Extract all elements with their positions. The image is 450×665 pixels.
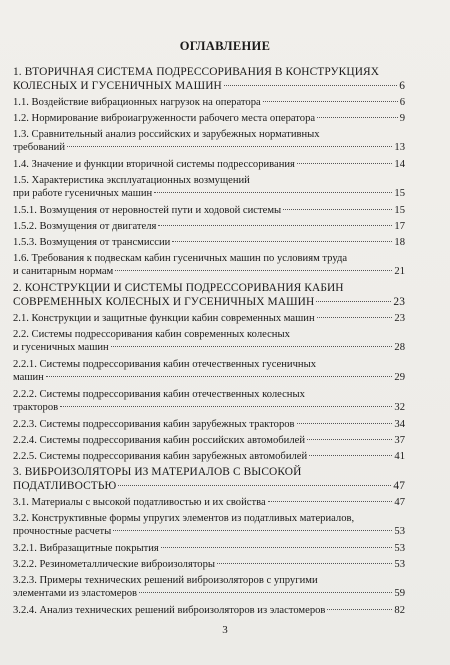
toc-entry-text: 1.5.1. Возмущения от неровностей пути и ходовой системы bbox=[13, 205, 282, 216]
dot-leader bbox=[316, 301, 391, 302]
toc-entry-text: прочностные расчеты bbox=[13, 526, 112, 538]
toc-entry-text: 2.2.3. Системы подрессоривания кабин зарубежных тракторов bbox=[13, 419, 295, 430]
dot-leader bbox=[297, 423, 393, 424]
toc-entry bbox=[13, 388, 405, 414]
toc-entry bbox=[13, 174, 405, 200]
toc-entry-text: 2.2.5. Системы подрессоривания кабин зарубежных автомобилей bbox=[13, 451, 308, 462]
toc-entry-text: 3.2. Конструктивные формы упругих элементов из податливых материалов, bbox=[13, 513, 355, 524]
toc-entry bbox=[13, 204, 405, 217]
toc-entry-text: 2.2.2. Системы подрессоривания кабин отечественных колесных bbox=[13, 389, 305, 400]
toc-entry bbox=[13, 282, 405, 309]
toc-entry-text: элементами из эластомеров bbox=[13, 588, 138, 600]
toc-entry bbox=[13, 512, 405, 538]
toc-entry-page: 59 bbox=[394, 588, 405, 600]
dot-leader bbox=[46, 376, 393, 377]
toc-entry-page: 32 bbox=[394, 402, 405, 414]
toc-entry-page: 18 bbox=[394, 237, 405, 248]
dot-leader bbox=[115, 270, 392, 271]
dot-leader bbox=[60, 406, 392, 407]
toc-entry bbox=[13, 158, 405, 171]
toc-entry bbox=[13, 496, 405, 509]
toc-entry-page: 21 bbox=[394, 266, 405, 278]
toc-entry-page: 34 bbox=[394, 419, 405, 430]
toc-entry-text: 2. КОНСТРУКЦИИ И СИСТЕМЫ ПОДРЕССОРИВАНИЯ КАБИН bbox=[13, 282, 344, 294]
dot-leader bbox=[263, 101, 398, 102]
dot-leader bbox=[118, 485, 391, 486]
toc-entry-text: 1.6. Требования к подвескам кабин гусеничных машин по условиям труда bbox=[13, 253, 348, 264]
toc-entry-text: 3.2.4. Анализ технических решений виброизоляторов из эластомеров bbox=[13, 605, 326, 616]
toc-entry bbox=[13, 236, 405, 249]
dot-leader bbox=[224, 85, 397, 86]
toc-entry bbox=[13, 434, 405, 447]
toc-entry-page: 47 bbox=[393, 479, 405, 492]
toc-entry-text: 1.5.3. Возмущения от трансмиссии bbox=[13, 237, 171, 248]
toc-entry-text: и гусеничных машин bbox=[13, 342, 109, 354]
dot-leader bbox=[217, 563, 392, 564]
toc-entry-text: СОВРЕМЕННЫХ КОЛЕСНЫХ И ГУСЕНИЧНЫХ МАШИН bbox=[13, 295, 315, 308]
toc-entry-text: 1.3. Сравнительный анализ российских и зарубежных нормативных bbox=[13, 129, 320, 140]
toc-entry bbox=[13, 466, 405, 493]
toc-entry-text: при работе гусеничных машин bbox=[13, 188, 153, 200]
toc-entry-page: 9 bbox=[399, 113, 405, 124]
toc-entry-page: 53 bbox=[394, 559, 405, 570]
toc-entry-page: 6 bbox=[399, 79, 405, 92]
dot-leader bbox=[317, 117, 398, 118]
toc-entry-text: машин bbox=[13, 372, 44, 384]
toc-entry-page: 15 bbox=[394, 188, 405, 200]
toc-entry bbox=[13, 542, 405, 555]
toc-entry-text: 3.1. Материалы с высокой податливостью и их свойства bbox=[13, 497, 266, 508]
toc-entry-text: требований bbox=[13, 142, 66, 154]
toc-entry-text: 2.1. Конструкции и защитные функции кабин современных машин bbox=[13, 313, 315, 324]
dot-leader bbox=[113, 530, 392, 531]
toc-entry-text: 3. ВИБРОИЗОЛЯТОРЫ ИЗ МАТЕРИАЛОВ С ВЫСОКОЙ bbox=[13, 466, 302, 478]
toc-entry-page: 23 bbox=[394, 313, 405, 324]
toc-entry-text: 3.2.1. Вибразащитные покрытия bbox=[13, 543, 159, 554]
toc-entry-text: КОЛЕСНЫХ И ГУСЕНИЧНЫХ МАШИН bbox=[13, 79, 222, 92]
toc-entry-text: 2.2. Системы подрессоривания кабин современных колесных bbox=[13, 329, 290, 340]
toc-entry bbox=[13, 66, 405, 93]
dot-leader bbox=[327, 609, 392, 610]
dot-leader bbox=[172, 241, 392, 242]
toc-entry-text: 3.2.3. Примеры технических решений виброизоляторов с упругими bbox=[13, 575, 318, 586]
toc-entry-page: 23 bbox=[393, 295, 405, 308]
dot-leader bbox=[154, 192, 392, 193]
toc-entry-page: 17 bbox=[394, 221, 405, 232]
toc-entry bbox=[13, 312, 405, 325]
toc-entry-text: ПОДАТЛИВОСТЬЮ bbox=[13, 479, 117, 492]
page-number: 3 bbox=[222, 624, 228, 636]
toc-entry bbox=[13, 604, 405, 617]
dot-leader bbox=[283, 209, 392, 210]
toc-entry bbox=[13, 112, 405, 125]
toc-entry bbox=[13, 418, 405, 431]
page-title: ОГЛАВЛЕНИЕ bbox=[179, 39, 271, 53]
toc-entry-text: 1.4. Значение и функции вторичной системы подрессоривания bbox=[13, 159, 295, 170]
dot-leader bbox=[67, 146, 392, 147]
dot-leader bbox=[309, 455, 392, 456]
toc-entry bbox=[13, 252, 405, 278]
toc-entry bbox=[13, 450, 405, 463]
toc-entry bbox=[13, 220, 405, 233]
dot-leader bbox=[161, 547, 393, 548]
toc-entry-text: 2.2.4. Системы подрессоривания кабин российских автомобилей bbox=[13, 435, 306, 446]
toc-entry-page: 82 bbox=[394, 605, 405, 616]
toc-entry-page: 14 bbox=[394, 159, 405, 170]
toc-entry-page: 37 bbox=[394, 435, 405, 446]
toc-entry bbox=[13, 96, 405, 109]
toc-entry-text: 1.5. Характеристика эксплуатационных возмущений bbox=[13, 175, 250, 186]
toc-entry-text: и санитарным нормам bbox=[13, 266, 114, 278]
toc-entry-page: 28 bbox=[394, 342, 405, 354]
toc-entry-page: 47 bbox=[394, 497, 405, 508]
toc-entry-text: 1.1. Воздействие вибрационных нагрузок на оператора bbox=[13, 97, 261, 108]
toc-entry-page: 13 bbox=[394, 142, 405, 154]
dot-leader bbox=[317, 317, 393, 318]
toc-entry-page: 53 bbox=[394, 543, 405, 554]
toc-entry-page: 29 bbox=[394, 372, 405, 384]
toc-entry-text: 1.5.2. Возмущения от двигателя bbox=[13, 221, 157, 232]
dot-leader bbox=[268, 501, 393, 502]
toc-entry bbox=[13, 328, 405, 354]
dot-leader bbox=[307, 439, 392, 440]
dot-leader bbox=[139, 592, 392, 593]
toc-entry-page: 6 bbox=[399, 97, 405, 108]
toc-entry-text: 3.2.2. Резинометаллические виброизоляторы bbox=[13, 559, 216, 570]
dot-leader bbox=[158, 225, 392, 226]
toc-entry-text: 1. ВТОРИЧНАЯ СИСТЕМА ПОДРЕССОРИВАНИЯ В КОНСТРУКЦИЯХ bbox=[13, 66, 380, 78]
toc-entry-page: 41 bbox=[394, 451, 405, 462]
toc-entry-text: 2.2.1. Системы подрессоривания кабин отечественных гусеничных bbox=[13, 359, 317, 370]
toc-entry bbox=[13, 558, 405, 571]
toc-entry bbox=[13, 574, 405, 600]
dot-leader bbox=[297, 163, 392, 164]
toc-entry bbox=[13, 128, 405, 154]
toc-entry-text: тракторов bbox=[13, 402, 59, 414]
toc-entry-page: 53 bbox=[394, 526, 405, 538]
toc-entry-page: 15 bbox=[394, 205, 405, 216]
dot-leader bbox=[111, 346, 393, 347]
toc-entry bbox=[13, 358, 405, 384]
toc-entry-text: 1.2. Нормирование виброиагруженности рабочего места оператора bbox=[13, 113, 316, 124]
